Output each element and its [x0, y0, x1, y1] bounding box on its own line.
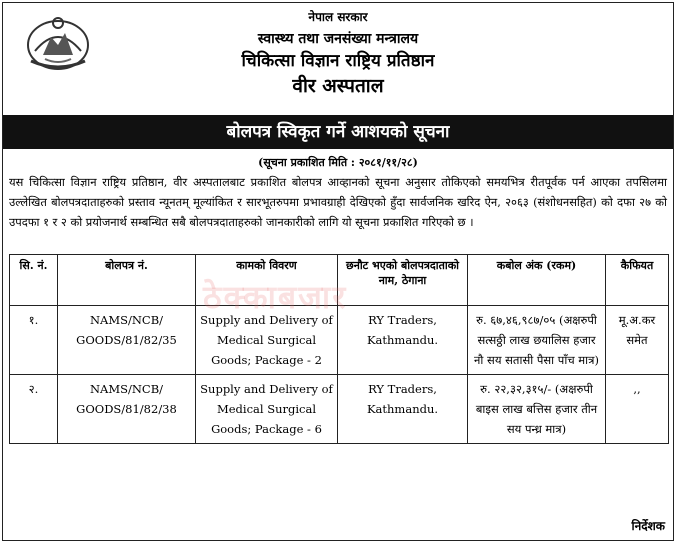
col-header-remarks: कैफियत: [606, 255, 669, 306]
cell-bidder: RY Traders, Kathmandu.: [338, 306, 468, 375]
table-header-row: [10, 255, 669, 306]
cell-bid-no: NAMS/NCB/ GOODS/81/82/35: [58, 306, 196, 375]
notice-header: [3, 3, 673, 115]
cell-remarks: ,,: [606, 375, 669, 444]
col-header-sn: सि. नं.: [10, 255, 58, 306]
bid-table: [9, 254, 669, 444]
cell-sn: २.: [10, 375, 58, 444]
hospital-name: वीर अस्पताल: [292, 75, 384, 98]
table-row: [10, 306, 669, 375]
cell-bidder: RY Traders, Kathmandu.: [338, 375, 468, 444]
cell-work: Supply and Delivery of Medical Surgical Goods; Package - 6: [196, 375, 338, 444]
academy-name: चिकित्सा विज्ञान राष्ट्रिय प्रतिष्ठान: [241, 50, 435, 71]
cell-remarks: मू.अ.कर समेत: [606, 306, 669, 375]
cell-bid-no: NAMS/NCB/ GOODS/81/82/38: [58, 375, 196, 444]
director-signature: निर्देशक: [631, 519, 665, 533]
cell-amount: रु. ६७,४६,९८७/०५ (अक्षरुपी सत्सठ्ठी लाख छयालिस हजार नौ सय सतासी पैसा पाँच मात्र): [468, 306, 606, 375]
notice-frame: [2, 2, 674, 541]
cell-sn: १.: [10, 306, 58, 375]
watermark-text: ठेक्काबजार: [203, 278, 348, 316]
notice-title-banner: बोलपत्र स्विकृत गर्ने आशयको सूचना: [3, 115, 673, 149]
col-header-bid-no: बोलपत्र नं.: [58, 255, 196, 306]
table-row: [10, 375, 669, 444]
published-date: (सूचना प्रकाशित मिति : २०८१/११/२८): [258, 156, 418, 169]
nepal-emblem-icon: [23, 11, 93, 75]
cell-amount: रु. २२,३२,३१५/- (अक्षरुपी बाइस लाख बत्तिस हजार तीन सय पन्ध्र मात्र): [468, 375, 606, 444]
government-name: नेपाल सरकार: [308, 10, 368, 24]
col-header-bidder: छनौट भएको बोलपत्रदाताको नाम, ठेगाना: [338, 255, 468, 306]
ministry-name: स्वास्थ्य तथा जनसंख्या मन्त्रालय: [257, 30, 419, 47]
notice-paragraph: यस चिकित्सा विज्ञान राष्ट्रिय प्रतिष्ठान, वीर अस्पतालबाट प्रकाशित बोलपत्र आव्हानको सूचना अनुसार तोकिएको समयभित्र रीतपूर्वक पर्न आएका तपसिलमा उल्लेखित बोलपत्रदाताहरुको प्रस्ताव न्यूनतम् मूल्यांकित र सारभूतरुपमा प्रभावग्राही देखिएको हुँदा सार्वजनिक खरिद ऐन, २०६३ (संशोधनसहित) को दफा २७ को उपदफा १ र २ को प्रयोजनार्थ सम्बन्धित सबै बोलपत्रदाताहरुको जानकारीको लागि यो सूचना प्रकाशित गरिएको छ ।: [9, 175, 667, 229]
col-header-work: कामको विवरण: [196, 255, 338, 306]
col-header-amount: कबोल अंक (रकम): [468, 255, 606, 306]
cell-work: Supply and Delivery of Medical Surgical Goods; Package - 2: [196, 306, 338, 375]
